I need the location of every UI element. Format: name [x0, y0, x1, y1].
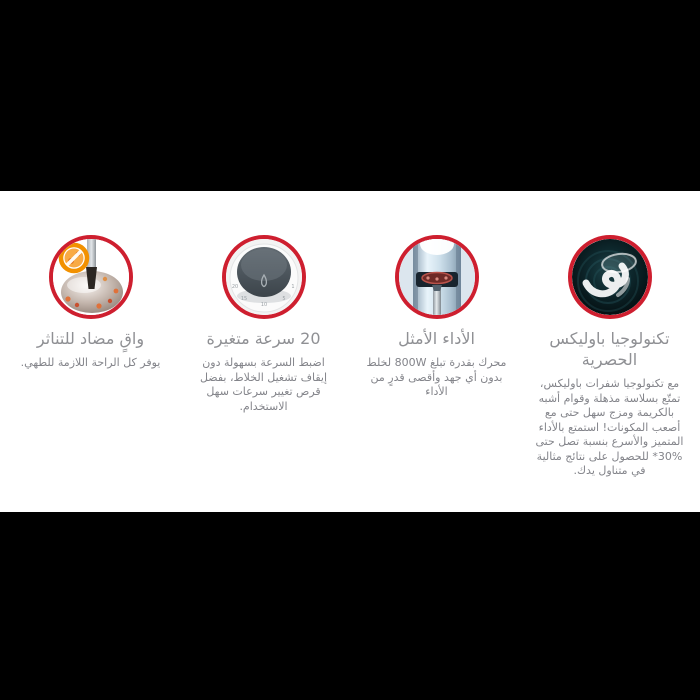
- letterbox-top: [0, 0, 700, 191]
- feature-title: الأداء الأمثل: [398, 329, 475, 348]
- feature-description: مع تكنولوجيا شفرات باوليكس، تمتّع بسلاسة مذهلة وقوام أشبه بالكريمة ومزج سهل حتى مع أصعب المكونات! استمتع بالأداء المتميز والأسرع بنسبة تصل حتى %30* للحصول على نتائج مثالية في متناول يدك.: [535, 377, 684, 477]
- feature-variable-speeds: [177, 235, 350, 414]
- svg-text:1: 1: [290, 284, 295, 290]
- feature-powelix-technology: [523, 235, 696, 479]
- feature-description: محرك بقدرة تبلغ 800W لخلط بدون أي جهد وأقصى قدرٍ من الأداء: [366, 356, 507, 398]
- motor-cutaway-icon: [395, 235, 479, 319]
- feature-splash-guard: [4, 235, 177, 371]
- feature-title: 20 سرعة متغيرة: [206, 329, 321, 348]
- feature-row: [4, 235, 696, 479]
- feature-optimal-performance: [350, 235, 523, 400]
- svg-text:15: 15: [240, 296, 247, 302]
- features-section: [0, 191, 700, 512]
- svg-text:10: 10: [260, 302, 267, 308]
- svg-text:5: 5: [281, 296, 286, 302]
- feature-title: تكنولوجيا باوليكس الحصرية: [549, 329, 670, 369]
- speed-dial-icon: [222, 235, 306, 319]
- letterbox-bottom: [0, 512, 700, 700]
- feature-description: يوفر كل الراحة اللازمة للطهي.: [20, 356, 161, 369]
- powelix-blades-icon: [568, 235, 652, 319]
- svg-text:20: 20: [231, 284, 238, 290]
- anti-splash-guard-icon: [49, 235, 133, 319]
- feature-description: اضبط السرعة بسهولة دون إيقاف تشغيل الخلاط، بفضل قرص تغيير سرعات سهل الاستخدام.: [199, 356, 328, 413]
- feature-title: واقٍ مضاد للتناثر: [36, 329, 145, 348]
